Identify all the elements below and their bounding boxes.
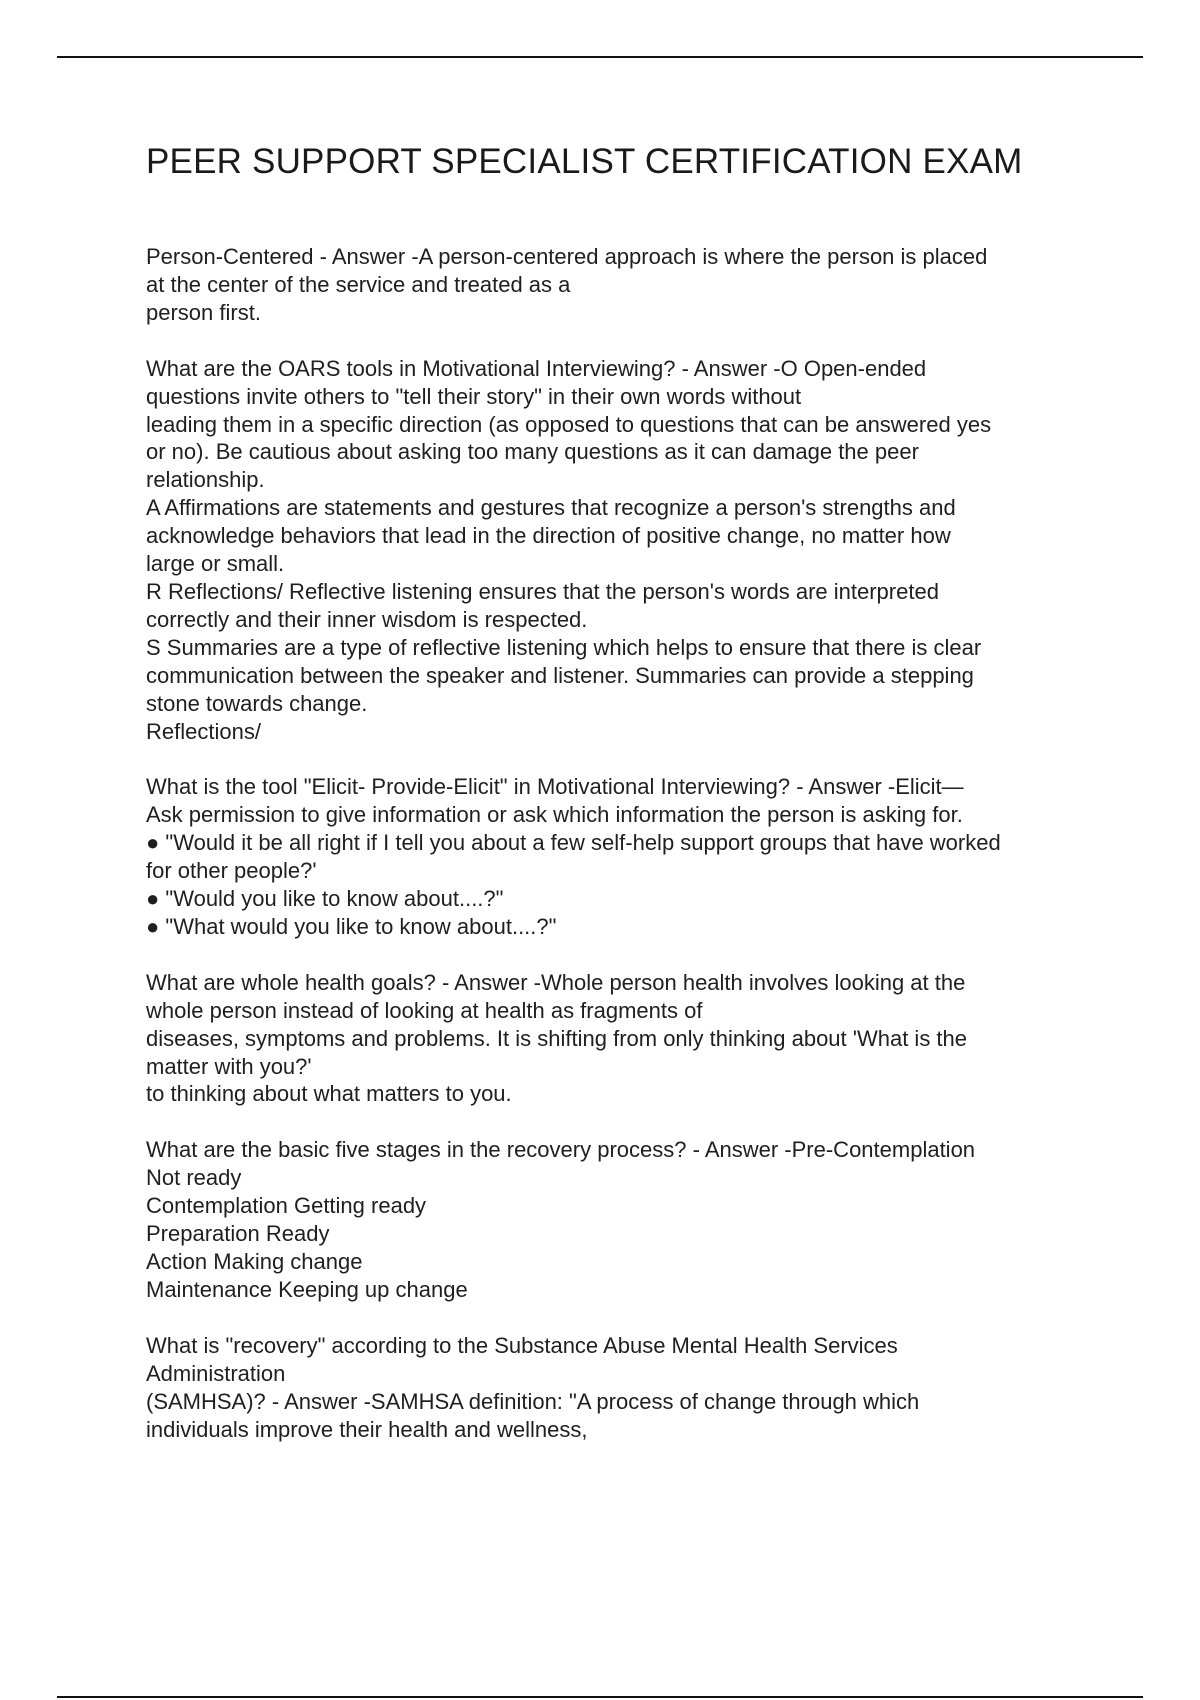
text-line: individuals improve their health and wellness,: [146, 1416, 588, 1442]
qa-entry: [146, 1136, 1146, 1303]
text-line: matter with you?': [146, 1053, 312, 1079]
document-body: [146, 243, 1146, 1471]
text-line: ● "Would you like to know about....?": [146, 886, 504, 912]
bottom-rule: [57, 1696, 1143, 1698]
text-line: What are the basic five stages in the recovery process? - Answer -Pre-Contemplation: [146, 1137, 976, 1163]
text-line: R Reflections/ Reflective listening ensures that the person's words are interpreted: [146, 578, 939, 604]
qa-entry: [146, 355, 1146, 746]
text-line: for other people?': [146, 858, 317, 884]
text-line: Action Making change: [146, 1249, 363, 1274]
text-line: What is the tool "Elicit- Provide-Elicit" in Motivational Interviewing? - Answer -Elicit—: [146, 774, 964, 800]
text-line: stone towards change.: [146, 690, 368, 716]
text-line: Maintenance Keeping up change: [146, 1276, 468, 1302]
text-line: leading them in a specific direction (as opposed to questions that can be answered yes: [146, 411, 992, 437]
text-line: Administration: [146, 1360, 286, 1386]
text-line: What are the OARS tools in Motivational Interviewing? - Answer -O Open-ended: [146, 355, 927, 381]
text-line: What are whole health goals? - Answer -Whole person health involves looking at the: [146, 969, 966, 995]
text-line: at the center of the service and treated as a: [146, 271, 571, 297]
text-line: diseases, symptoms and problems. It is shifting from only thinking about 'What is the: [146, 1025, 968, 1051]
text-line: S Summaries are a type of reflective listening which helps to ensure that there is clear: [146, 634, 982, 660]
text-line: person first.: [146, 299, 261, 325]
text-line: correctly and their inner wisdom is respected.: [146, 606, 588, 632]
qa-entry: [146, 773, 1146, 940]
text-line: relationship.: [146, 467, 265, 493]
top-rule: [57, 56, 1143, 58]
text-line: What is "recovery" according to the Substance Abuse Mental Health Services: [146, 1332, 898, 1358]
text-line: (SAMHSA)? - Answer -SAMHSA definition: "A process of change through which: [146, 1388, 920, 1414]
text-line: ● "Would it be all right if I tell you about a few self-help support groups that have worked: [146, 830, 1001, 856]
text-line: A Affirmations are statements and gestures that recognize a person's strengths and: [146, 495, 956, 521]
text-line: whole person instead of looking at health as fragments of: [146, 997, 703, 1023]
text-line: ● "What would you like to know about....?": [146, 913, 557, 939]
text-line: Contemplation Getting ready: [146, 1193, 427, 1219]
text-line: large or small.: [146, 551, 285, 577]
qa-entry: [146, 969, 1146, 1109]
text-line: Ask permission to give information or ask which information the person is asking for.: [146, 802, 963, 828]
text-line: questions invite others to "tell their story" in their own words without: [146, 383, 802, 409]
text-line: Preparation Ready: [146, 1221, 330, 1247]
text-line: communication between the speaker and listener. Summaries can provide a stepping: [146, 662, 974, 688]
qa-entry: [146, 1332, 1146, 1444]
qa-entry: [146, 243, 1146, 327]
text-line: Reflections/: [146, 718, 261, 744]
page-title: PEER SUPPORT SPECIALIST CERTIFICATION EXAM: [146, 142, 1023, 181]
text-line: or no). Be cautious about asking too many questions as it can damage the peer: [146, 439, 919, 465]
text-line: acknowledge behaviors that lead in the direction of positive change, no matter how: [146, 523, 951, 549]
text-line: Person-Centered - Answer -A person-centered approach is where the person is placed: [146, 244, 988, 269]
text-line: to thinking about what matters to you.: [146, 1081, 512, 1107]
text-line: Not ready: [146, 1165, 242, 1191]
